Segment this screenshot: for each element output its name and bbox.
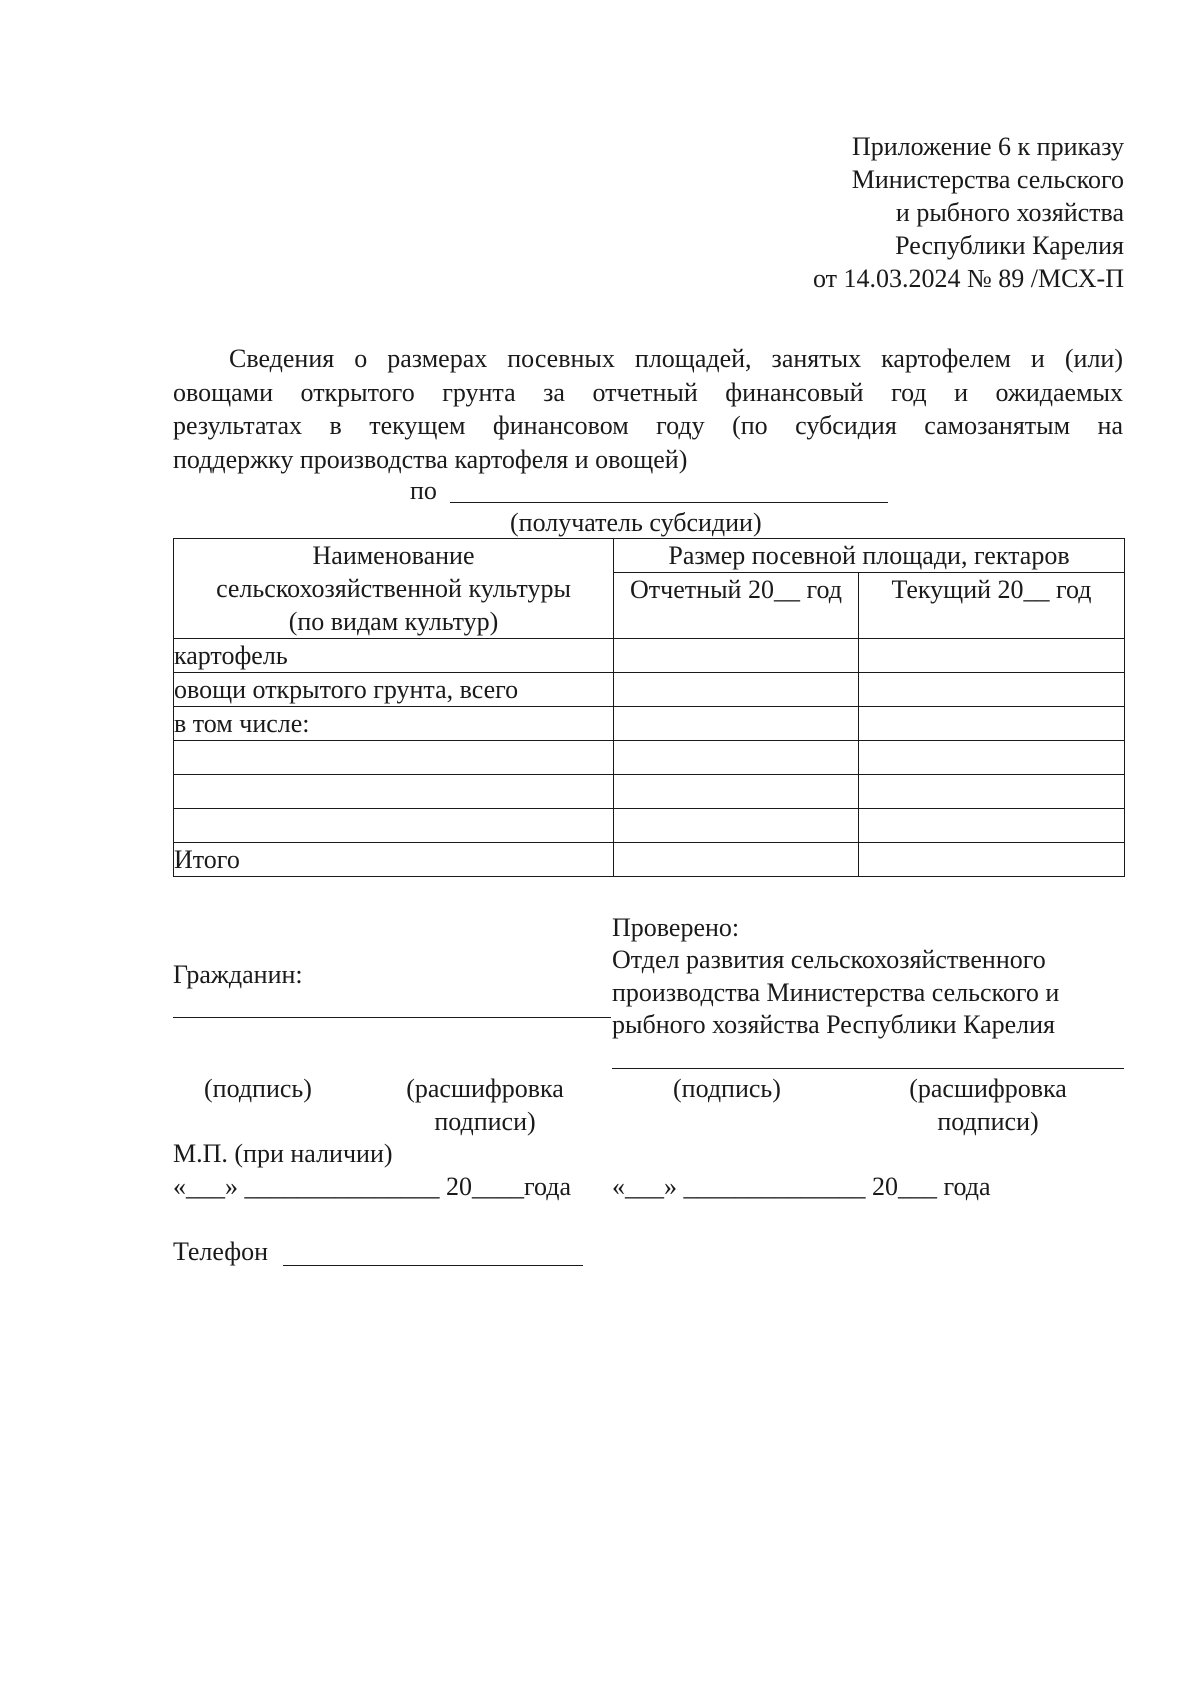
department-line: Отдел развития сельскохозяйственного <box>612 945 1046 974</box>
row-label-total: Итого <box>174 843 614 877</box>
header-text: сельскохозяйственной культуры <box>216 574 571 603</box>
current-year-cell[interactable] <box>859 673 1125 707</box>
reporting-year-cell[interactable] <box>614 707 859 741</box>
row-label-potato: картофель <box>174 639 614 673</box>
right-decode-caption <box>898 1072 1078 1138</box>
recipient-field[interactable] <box>450 502 888 503</box>
reporting-year-cell[interactable] <box>614 673 859 707</box>
row-label-including: в том числе: <box>174 707 614 741</box>
header-text: Наименование <box>312 541 475 570</box>
caption-line: (расшифровка <box>909 1074 1067 1103</box>
caption-line: подписи) <box>937 1107 1039 1136</box>
po-label: по <box>410 476 437 505</box>
phone-label: Телефон <box>173 1237 269 1266</box>
reporting-year-cell[interactable] <box>614 809 859 843</box>
current-year-cell[interactable] <box>859 707 1125 741</box>
right-date-field[interactable]: «___» ______________ 20___ года <box>612 1172 991 1201</box>
phone-field[interactable] <box>283 1265 583 1266</box>
left-signature-caption: (подпись) <box>204 1074 312 1103</box>
title-line: Сведения о размерах посевных площадей, занятых картофелем и (или) <box>229 344 1123 373</box>
citizen-label: Гражданин: <box>173 960 303 989</box>
citizen-signature-field[interactable] <box>173 1017 611 1018</box>
row-label-blank[interactable] <box>174 741 614 775</box>
current-year-cell[interactable] <box>859 639 1125 673</box>
caption-line: (расшифровка <box>406 1074 564 1103</box>
recipient-caption: (получатель субсидии) <box>510 508 762 537</box>
header-line: Республики Карелия <box>895 231 1124 260</box>
header-line: Приложение 6 к приказу <box>851 132 1124 161</box>
department-line: производства Министерства сельского и <box>612 978 1060 1007</box>
department-line: рыбного хозяйства Республики Карелия <box>612 1010 1056 1039</box>
left-decode-caption <box>395 1072 575 1138</box>
current-year-cell[interactable] <box>859 809 1125 843</box>
header-text: (по видам культур) <box>288 607 499 636</box>
right-signature-caption: (подпись) <box>673 1074 781 1103</box>
row-label-blank[interactable] <box>174 775 614 809</box>
form-title <box>173 342 1123 476</box>
row-label-vegetables-total: овощи открытого грунта, всего <box>174 673 614 707</box>
title-line: поддержку производства картофеля и овощей) <box>173 444 688 474</box>
checked-label: Проверено: <box>612 913 740 942</box>
reporting-year-header: Отчетный 20__ год <box>614 573 859 639</box>
area-group-header: Размер посевной площади, гектаров <box>614 539 1125 573</box>
title-line: овощами открытого грунта за отчетный финансовый год и ожидаемых <box>173 377 1123 407</box>
crop-name-header <box>174 539 614 639</box>
row-label-blank[interactable] <box>174 809 614 843</box>
crop-area-table <box>173 538 1125 877</box>
left-date-field[interactable]: «___» _______________ 20____года <box>173 1172 572 1201</box>
header-line: и рыбного хозяйства <box>895 198 1124 227</box>
header-line: от 14.03.2024 № 89 /МСХ-П <box>812 264 1124 293</box>
reporting-year-cell[interactable] <box>614 741 859 775</box>
stamp-label: М.П. (при наличии) <box>173 1139 393 1168</box>
reporting-year-cell[interactable] <box>614 843 859 877</box>
reporting-year-cell[interactable] <box>614 639 859 673</box>
current-year-cell[interactable] <box>859 741 1125 775</box>
order-reference <box>813 130 1124 295</box>
title-line: результатах в текущем финансовом году (по субсидия самозанятым на <box>173 411 1123 440</box>
current-year-cell[interactable] <box>859 843 1125 877</box>
header-line: Министерства сельского <box>851 165 1124 194</box>
caption-line: подписи) <box>434 1107 536 1136</box>
inspector-signature-field[interactable] <box>612 1068 1124 1069</box>
current-year-header: Текущий 20__ год <box>859 573 1125 639</box>
reporting-year-cell[interactable] <box>614 775 859 809</box>
current-year-cell[interactable] <box>859 775 1125 809</box>
